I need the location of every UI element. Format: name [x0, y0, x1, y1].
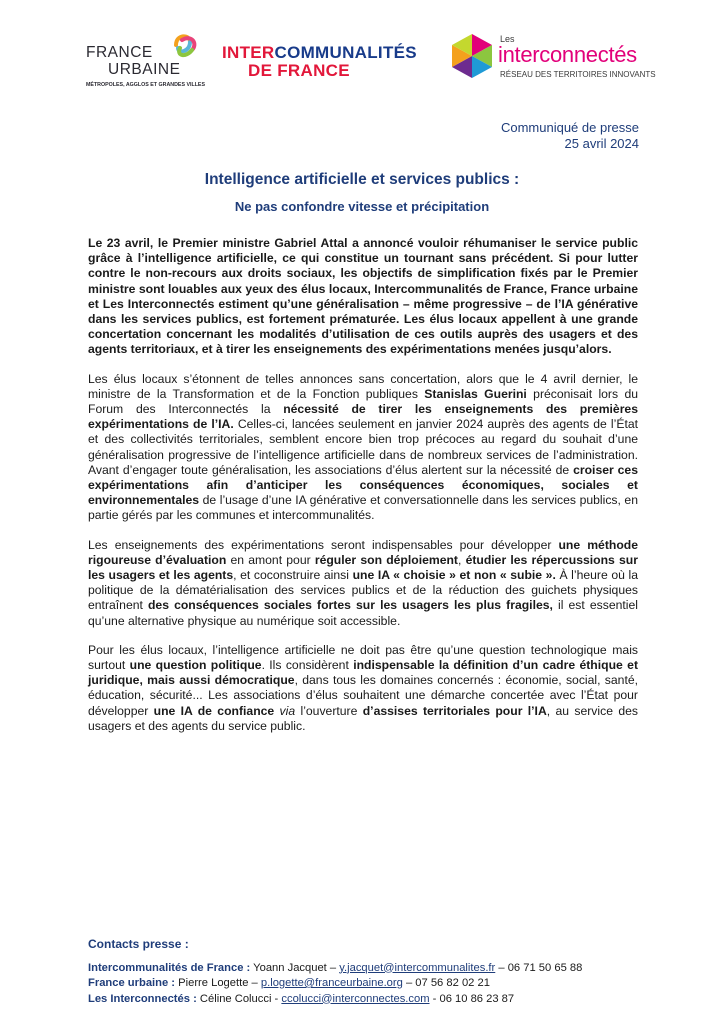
bold-text: une question politique [129, 658, 262, 673]
text-run: . Ils considèrent [261, 658, 354, 673]
bold-text: des conséquences sociales fortes sur les usagers les plus fragiles, [147, 598, 553, 613]
bold-text: nécessité de tirer les enseignements des premières expérimentations de l’IA. [88, 402, 638, 432]
contacts-list [88, 961, 648, 1008]
lead-paragraph [88, 236, 638, 358]
text-run: de l’usage d’une IA générative et conversationnelle dans les services publics, en partie gérés par les communes et intercommunalités. [88, 493, 638, 523]
contact-email-link[interactable]: ccolucci@interconnectes.com [281, 992, 430, 1005]
contact-phone: – 06 71 50 65 88 [495, 961, 583, 974]
text-run: l’ouverture [295, 703, 363, 718]
text-run: À l’heure où la politique de la dématérialisation des services publics et de la réduction des guichets physiques entraînent [88, 568, 639, 613]
contact-row [88, 961, 648, 977]
text-run: il est essentiel qu’une alternative physique au numérique soit accessible. [88, 598, 638, 628]
page-title: Intelligence artificielle et services publics : [204, 171, 520, 188]
text-run: Les élus locaux s’étonnent de telles annonces sans concertation, alors que le 4 avril dernier, le ministre de la Transformation et de la Fonction publiques [88, 371, 638, 401]
bold-text: une méthode rigoureuse d’évaluation [88, 537, 639, 567]
contact-phone: - 06 10 86 23 87 [429, 992, 515, 1005]
contact-row [88, 976, 648, 992]
interconnectes-logo-tagline: RÉSEAU DES TERRITOIRES INNOVANTS [500, 70, 656, 79]
interconnectes-logo-name: interconnectés [498, 42, 637, 67]
intercommunalites-logo-line2: DE FRANCE [248, 61, 350, 80]
text-run: Le 23 avril, le Premier ministre Gabriel Attal a annoncé vouloir réhumaniser le service public grâce à l’intelligence artificielle, ce qui constitue un tournant sans précédent. Si pour lutter contre le non-recours aux droits sociaux, les objectifs de simplification fixés par le Premier ministre sont louables aux yeux des élus locaux, Intercommunalités de France, France urbaine et Les Interconnectés estiment qu’une généralisation – même progressive – de l’IA générative dans les services publics, est fortement prématurée. Les élus locaux appellent à une grande concertation concernant les modalités d’utilisation de ces outils auprès des usagers et des agents territoriaux, et à tirer les enseignements des expérimentations menées jusqu’alors. [88, 236, 638, 357]
press-contacts [88, 937, 648, 1007]
article-body [88, 236, 638, 748]
contact-email-link[interactable]: y.jacquet@intercommunalites.fr [339, 961, 496, 974]
page-subtitle: Ne pas confondre vitesse et précipitation [234, 199, 490, 214]
text-run: Celles-ci, lancées seulement en janvier 2024 auprès des agents de l’État et des collectivités territoriales, semblent encore bien trop précoces au regard du souhait d’une généralisation progressive de l’intelligence artificielle dans de nombreux services de l’administration. Avant d’engager toute généralisation, les associations d’élus alertent sur la nécessité de [88, 417, 639, 477]
contact-org: Intercommunalités de France : [88, 961, 251, 974]
interconnectes-hexagon-icon [452, 34, 492, 78]
contact-phone: – 07 56 82 02 21 [402, 977, 490, 989]
body-paragraph [88, 538, 638, 629]
text-run: , et coconstruire ainsi [233, 568, 353, 583]
france-urbaine-knot-icon [170, 30, 200, 60]
text-run: Les enseignements des expérimentations seront indispensables pour développer [88, 537, 559, 552]
text-run: via [279, 703, 296, 718]
text-run: , [457, 552, 466, 567]
contact-email-link[interactable]: p.logette@franceurbaine.org [260, 977, 403, 989]
interconnectes-logo [452, 30, 662, 82]
bold-text: étudier les répercussions sur les usagers et les agents [88, 552, 638, 583]
intercommunalites-logo [222, 44, 432, 80]
bold-text: réguler son déploiement [314, 552, 458, 567]
intercommunalites-logo-red: INTER [222, 43, 275, 62]
contact-org: France urbaine : [88, 977, 176, 989]
text-run: , au service des usagers et des agents du service public. [88, 703, 638, 733]
text-run: Pour les élus locaux, l’intelligence artificielle ne doit pas être qu’une question technologique mais surtout [88, 642, 638, 673]
contact-org: Les Interconnectés : [88, 992, 197, 1005]
contact-name: Pierre Logette – [175, 977, 261, 989]
intercommunalites-logo-blue: COMMUNALITÉS [274, 43, 417, 62]
bold-text: Stanislas Guerini [424, 386, 527, 401]
text-run: , dans tous les domaines concernés : économie, social, santé, éducation, sécurité... Les associations d’élus souhaitent une démarche concertée avec l’État pour développer [88, 673, 638, 718]
contacts-heading: Contacts presse : [88, 937, 189, 951]
text-run: préconisait lors du Forum des Interconnectés la [88, 386, 638, 417]
bold-text: croiser ces expérimentations afin d’anticiper les conséquences économiques, sociales et environnementales [88, 462, 638, 508]
bold-text: indispensable la définition d’un cadre éthique et juridique, mais aussi démocratique [88, 658, 638, 688]
france-urbaine-logo-line1: FRANCE [86, 44, 153, 61]
france-urbaine-logo-line2: URBAINE [108, 61, 181, 78]
bold-text: une IA « choisie » et non « subie ». [352, 568, 556, 583]
body-paragraph [88, 643, 638, 734]
body-paragraph [88, 372, 638, 524]
interconnectes-logo-les: Les [500, 34, 515, 44]
france-urbaine-logo [86, 30, 210, 92]
text-run: en amont pour [226, 552, 315, 567]
contact-name: Yoann Jacquet – [250, 961, 340, 974]
press-release-meta [501, 120, 639, 152]
press-release-kind: Communiqué de presse [500, 120, 639, 135]
bold-text: une IA de confiance [153, 703, 275, 718]
bold-text: d’assises territoriales pour l’IA [362, 703, 547, 718]
contact-name: Céline Colucci - [196, 992, 282, 1005]
contact-row [88, 992, 648, 1008]
press-release-date: 25 avril 2024 [564, 136, 639, 151]
france-urbaine-logo-tagline: MÉTROPOLES, AGGLOS ET GRANDES VILLES [86, 82, 205, 88]
